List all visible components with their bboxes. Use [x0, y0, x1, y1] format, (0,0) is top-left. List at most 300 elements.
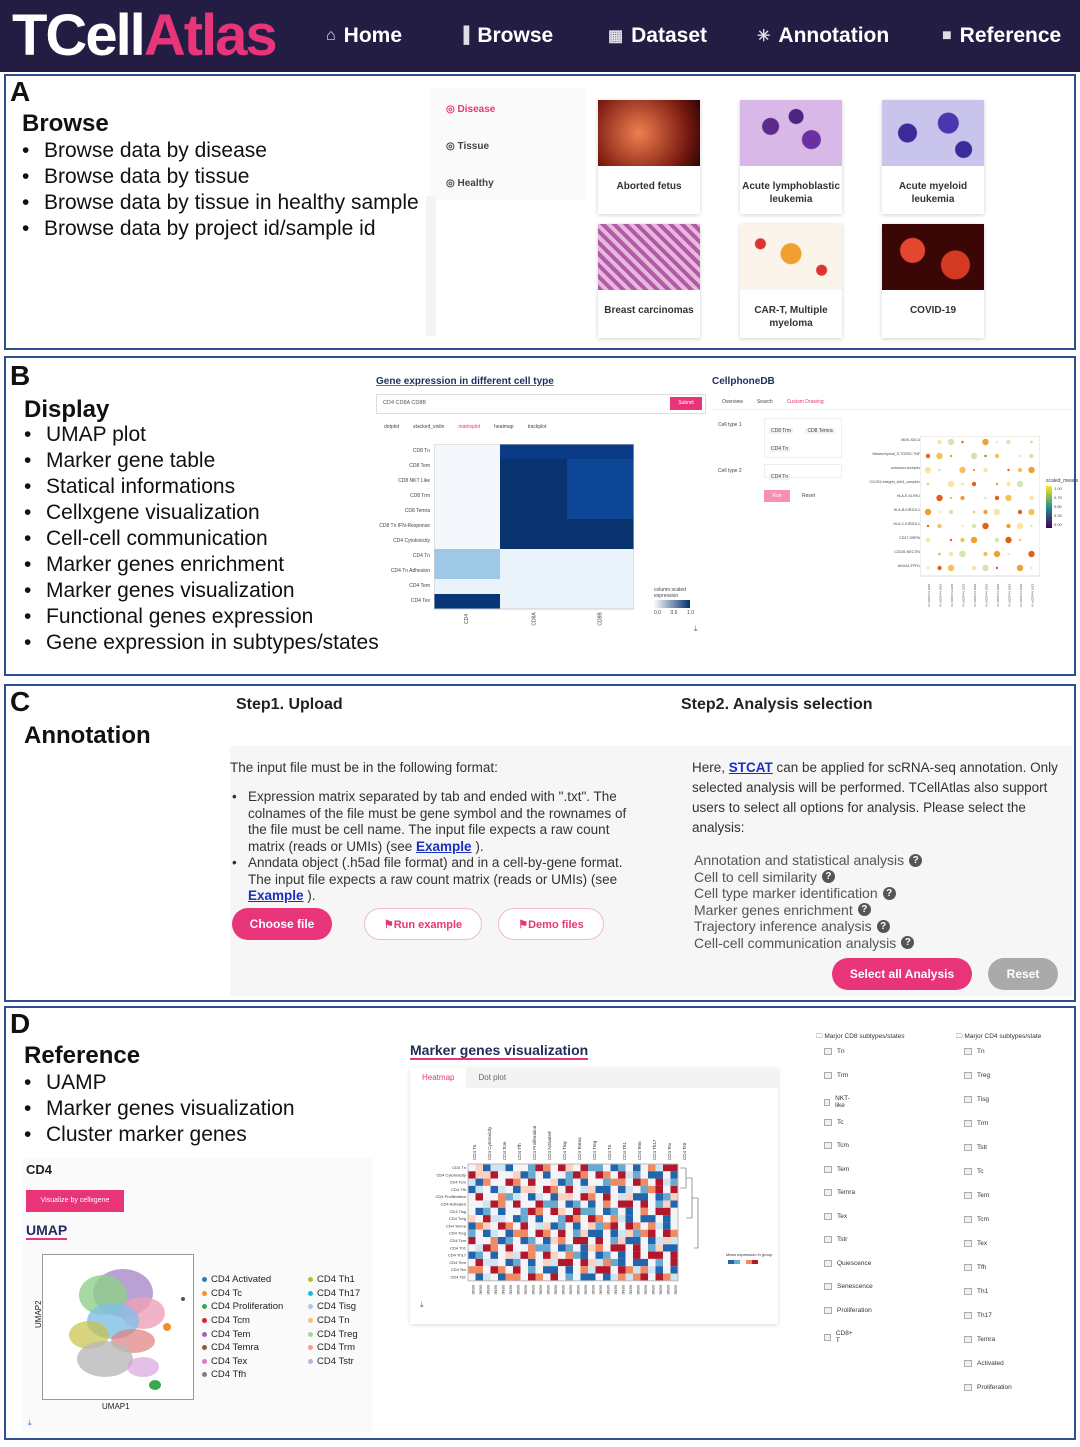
heatmap-cell — [498, 1252, 506, 1259]
heatmap-cell — [506, 1193, 514, 1200]
heatmap-row-label: CD4 Temra — [445, 1223, 466, 1229]
option-marker-identification[interactable]: Cell type marker identification ? — [694, 885, 922, 902]
help-icon[interactable]: ? — [877, 920, 890, 933]
cpdb-legend-bar — [1046, 486, 1052, 528]
run-example-button[interactable]: ⚑Run example — [364, 908, 482, 940]
tree-item[interactable]: Tex — [964, 1240, 987, 1247]
heatmap-cell — [618, 1201, 626, 1208]
reset-button[interactable]: Reset — [988, 958, 1058, 990]
nav-home[interactable]: ⌂ Home — [326, 24, 403, 47]
heatmap-cell — [483, 1164, 491, 1171]
heatmap-cell — [633, 1193, 641, 1200]
heatmap-cell — [603, 1252, 611, 1259]
heatmap-cell — [513, 1259, 521, 1266]
cpdb-dot — [1007, 469, 1009, 471]
cpdb-dot — [1029, 496, 1033, 500]
heatmap-cell — [656, 1201, 664, 1208]
example-link[interactable]: Example — [248, 888, 304, 903]
heatmap-cell — [671, 1244, 679, 1251]
tree-item[interactable]: Tem — [824, 1166, 849, 1173]
cell-type-2-select[interactable]: CD4 Tn — [764, 464, 842, 478]
heatmap-cell — [648, 1179, 656, 1186]
home-icon: ⌂ — [326, 27, 336, 44]
heatmap-cell — [663, 1193, 671, 1200]
nav-browse[interactable]: ▐ Browse — [458, 24, 554, 47]
tab-dot-plot[interactable]: Dot plot — [478, 1073, 507, 1082]
submit-button[interactable]: Submit — [670, 397, 702, 410]
heatmap-gene-label: GENE — [553, 1284, 558, 1295]
heatmap-cell — [611, 1237, 619, 1244]
tab-search[interactable]: Search — [756, 399, 773, 405]
cpdb-col-label: CD8 Trm|CD4 Tn — [1030, 584, 1035, 608]
heatmap-col-label: CD4 Tn — [607, 1144, 612, 1160]
heatmap-cell — [671, 1230, 679, 1237]
stcat-link[interactable]: STCAT — [728, 760, 773, 775]
heatmap-cell — [618, 1208, 626, 1215]
heatmap-gene-label: GENE — [621, 1284, 625, 1295]
heatmap-cell — [543, 1274, 551, 1281]
umap-plot — [42, 1254, 194, 1400]
tree-item[interactable]: Tn — [964, 1048, 985, 1055]
cpdb-dot — [1019, 539, 1021, 541]
option-annotation[interactable]: Annotation and statistical analysis ? — [694, 852, 922, 869]
heatmap-cell — [603, 1259, 611, 1266]
heatmap-cell — [558, 1274, 566, 1281]
heatmap-cell — [551, 1222, 559, 1229]
heatmap-cell — [468, 1186, 476, 1193]
cpdb-dot — [1028, 551, 1034, 557]
heatmap-cell — [506, 1208, 514, 1215]
heatmap-cell — [521, 1274, 529, 1281]
heatmap-cell — [483, 1222, 491, 1229]
heatmap-cell — [536, 1208, 544, 1215]
heatmap-cell — [581, 1237, 589, 1244]
heatmap-cell — [648, 1222, 656, 1229]
help-icon[interactable]: ? — [858, 903, 871, 916]
cpdb-dot — [995, 496, 999, 500]
heatmap-cell — [641, 1201, 649, 1208]
tree-item[interactable]: Senescence — [824, 1283, 873, 1290]
heatmap-cell — [626, 1237, 634, 1244]
heatmap-cell — [543, 1201, 551, 1208]
heatmap-cell — [663, 1259, 671, 1266]
monitor-icon: ■ — [942, 27, 952, 44]
tree-item[interactable]: Tcm — [964, 1216, 989, 1223]
heatmap-cell — [476, 1215, 484, 1222]
tree-item[interactable]: Th1 — [964, 1288, 988, 1295]
heatmap-cell — [603, 1186, 611, 1193]
heatmap-cell — [626, 1186, 634, 1193]
heatmap-cell — [528, 1274, 536, 1281]
heatmap-cell — [596, 1171, 604, 1178]
tree-item[interactable]: Tstr — [824, 1236, 847, 1243]
heatmap-cell — [618, 1230, 626, 1237]
heatmap-cell — [543, 1222, 551, 1229]
heatmap-cell — [536, 1171, 544, 1178]
tree-item[interactable]: Proliferation — [964, 1384, 1012, 1391]
panel-title: Display — [24, 396, 110, 423]
heatmap-cell — [581, 1186, 589, 1193]
heatmap-cell — [588, 1222, 596, 1229]
help-icon[interactable]: ? — [822, 870, 835, 883]
option-similarity[interactable]: Cell to cell similarity ? — [694, 869, 922, 886]
menu-tissue[interactable]: ◎ Tissue — [446, 141, 490, 152]
heatmap-cell — [656, 1171, 664, 1178]
heatmap-cell — [521, 1201, 529, 1208]
heatmap-cell — [581, 1244, 589, 1251]
heatmap-cell — [633, 1244, 641, 1251]
heatmap-cell — [648, 1230, 656, 1237]
nav-reference[interactable]: ■ Reference — [942, 24, 1062, 47]
heatmap-cell — [521, 1179, 529, 1186]
tree-item[interactable]: Treg — [964, 1072, 990, 1079]
heatmap-cell — [513, 1208, 521, 1215]
help-icon[interactable]: ? — [883, 887, 896, 900]
heatmap-cell — [573, 1237, 581, 1244]
top-navbar — [0, 0, 1080, 72]
cd4-heading: CD4 — [26, 1162, 53, 1177]
heatmap-cell — [633, 1201, 641, 1208]
heatmap-cell — [656, 1259, 664, 1266]
heatmap-cell — [491, 1259, 499, 1266]
heatmap-row-label: CD4 Cytotoxicity — [436, 1172, 466, 1178]
heatmap-cell — [671, 1237, 679, 1244]
heatmap-cell — [626, 1193, 634, 1200]
heatmap-cell — [656, 1244, 664, 1251]
heatmap-cell — [528, 1208, 536, 1215]
heatmap-cell — [603, 1244, 611, 1251]
heatmap-gene-label: GENE — [651, 1284, 655, 1295]
cpdb-col-label: CD8 Trm|CD4 Tn — [973, 584, 977, 608]
disease-card[interactable]: COVID-19 — [882, 224, 984, 338]
download-icon[interactable]: ⤓ — [420, 1300, 424, 1309]
cpdb-row-label: CD226-NECTIN — [894, 550, 920, 554]
tree-item[interactable]: Tc — [964, 1168, 984, 1175]
legend-item: CD4 Proliferation — [202, 1300, 283, 1314]
heatmap-gene-label: GENE — [666, 1284, 670, 1295]
heatmap-cell — [491, 1215, 499, 1222]
heatmap-cell — [536, 1201, 544, 1208]
cpdb-dot — [1019, 455, 1021, 457]
heatmap-cell — [596, 1266, 604, 1273]
heatmap-cell — [588, 1244, 596, 1251]
heatmap-cell — [468, 1179, 476, 1186]
cpdb-dot — [927, 567, 929, 569]
cpdb-dot — [938, 511, 940, 513]
heatmap-cell — [491, 1208, 499, 1215]
heatmap-cell — [498, 1237, 506, 1244]
analysis-intro: Here, STCAT can be applied for scRNA-seq annotation. Only selected analysis will be performed. TCellAtlas also support users to select all options for analysis. Please select the analysis: — [692, 760, 1058, 835]
tree-item[interactable]: Tfh — [964, 1264, 986, 1271]
upload-intro: The input file must be in the following format: — [230, 760, 498, 775]
cpdb-dot — [936, 453, 942, 459]
option-enrichment[interactable]: Marker genes enrichment ? — [694, 902, 922, 919]
cpdb-dot — [994, 509, 1000, 515]
tree-item[interactable]: CD8+ T — [824, 1330, 854, 1344]
nav-annotation[interactable]: ✳ Annotation — [757, 24, 890, 47]
cpdb-row-label: HLA-B-KIR2DL1 — [893, 508, 920, 512]
heatmap-cell — [656, 1230, 664, 1237]
tab-dotplot[interactable]: dotplot — [384, 424, 400, 430]
heatmap-cell — [543, 1179, 551, 1186]
menu-healthy[interactable]: ◎ Healthy — [446, 178, 494, 189]
tree-item[interactable]: NKT-like — [824, 1095, 852, 1109]
heatmap-cell — [498, 1171, 506, 1178]
heatmap-gene-label: GENE — [583, 1284, 588, 1295]
tree-item[interactable]: Tcm — [824, 1142, 849, 1149]
heatmap-cell — [588, 1252, 596, 1259]
heatmap-cell — [536, 1222, 544, 1229]
heatmap-cell — [596, 1222, 604, 1229]
tree-item[interactable]: Tc — [824, 1119, 844, 1126]
heat-legend-bar — [654, 600, 690, 608]
heatmap-cell — [543, 1252, 551, 1259]
heatmap-cell — [506, 1215, 514, 1222]
heatmap-cell — [596, 1179, 604, 1186]
umap-legend-2 — [308, 1273, 360, 1368]
heatmap-cell — [573, 1274, 581, 1281]
heatmap-cell — [611, 1244, 619, 1251]
cpdb-col-label: CD8 Trm|CD4 Tn — [1019, 584, 1023, 608]
heatmap-cell — [611, 1201, 619, 1208]
panel-reference — [4, 1006, 1076, 1440]
example-link[interactable]: Example — [416, 838, 472, 854]
heatmap-cell — [656, 1237, 664, 1244]
heatmap-cell — [543, 1244, 551, 1251]
tree-item[interactable]: Quiescence — [824, 1260, 871, 1267]
tree-item[interactable]: Tem — [964, 1192, 989, 1199]
nav-dataset[interactable]: ▦ Dataset — [608, 24, 707, 47]
heatmap-cell — [551, 1274, 559, 1281]
heatmap-col-label: CD4 Treg — [592, 1140, 597, 1160]
choose-file-button[interactable]: Choose file — [232, 908, 332, 940]
heatmap-cell — [558, 1201, 566, 1208]
heatmap-gene-label: GENE — [516, 1284, 520, 1295]
heatmap-cell — [588, 1193, 596, 1200]
heatmap-row-label: CD4 Tcm — [449, 1238, 466, 1243]
disease-card[interactable]: Aborted fetus — [598, 100, 700, 214]
option-communication[interactable]: Cell-cell communication analysis ? — [694, 935, 922, 952]
heatmap-cell — [663, 1208, 671, 1215]
heatmap-cell — [618, 1193, 626, 1200]
download-icon[interactable]: ⤓ — [28, 1418, 32, 1427]
demo-files-button[interactable]: ⚑Demo files — [498, 908, 604, 940]
heatmap-cell — [513, 1186, 521, 1193]
help-icon[interactable]: ? — [901, 936, 914, 949]
legend-item: CD4 Th1 — [308, 1273, 360, 1287]
disease-card[interactable]: Acute myeloid leukemia — [882, 100, 984, 214]
feature-list: • Browse data by disease • Browse data by tissue • Browse data by tissue in healthy sample • Browse data by project id/sample id — [22, 138, 419, 242]
heatmap-cell — [528, 1222, 536, 1229]
disease-card[interactable]: Acute lymphoblastic leukemia — [740, 100, 842, 214]
panel-title: Reference — [24, 1042, 141, 1069]
tab-stacked-violin[interactable]: stacked_violin — [413, 424, 445, 430]
heatmap-cell — [551, 1164, 559, 1171]
option-trajectory[interactable]: Trajectory inference analysis ? — [694, 918, 922, 935]
cell-type-1-select[interactable]: CD8 Trm CD8 Temra CD4 Tn — [764, 418, 842, 458]
tree-item[interactable]: Th17 — [964, 1312, 992, 1319]
tree-item[interactable]: Temra — [824, 1189, 855, 1196]
heatmap-cell — [498, 1274, 506, 1281]
heatmap-cell — [468, 1193, 476, 1200]
tab-trackplot[interactable]: trackplot — [527, 424, 547, 430]
tree-item[interactable]: Tex — [824, 1213, 847, 1220]
heatmap-cell — [663, 1201, 671, 1208]
heatmap-cell — [476, 1266, 484, 1273]
cpdb-dot — [960, 538, 964, 542]
cpdb-dot — [983, 552, 987, 556]
heatmap-cell — [603, 1274, 611, 1281]
tab-heatmap[interactable]: heatmap — [494, 424, 514, 430]
heatmap-cell — [468, 1164, 476, 1171]
tab-custom-drawing[interactable]: Custom Drawing — [786, 399, 824, 405]
cpdb-dot — [948, 481, 954, 487]
heatmap-cell — [558, 1215, 566, 1222]
heatmap-cell — [588, 1208, 596, 1215]
heatmap-cell — [468, 1266, 476, 1273]
heatmap-cell — [663, 1237, 671, 1244]
heatmap-cell — [513, 1179, 521, 1186]
heatmap-cell — [498, 1208, 506, 1215]
heatmap-cell — [671, 1171, 679, 1178]
heatmap-legend-swatch — [728, 1260, 734, 1264]
tab-matrixplot[interactable]: matrixplot — [458, 424, 481, 430]
heatmap-cell — [558, 1252, 566, 1259]
heatmap-cell — [611, 1222, 619, 1229]
heatmap-cell — [521, 1164, 529, 1171]
help-icon[interactable]: ? — [909, 854, 922, 867]
heatmap-cell — [671, 1215, 679, 1222]
heatmap-cell — [528, 1259, 536, 1266]
browse-menu — [430, 88, 586, 200]
heatmap-cell — [558, 1230, 566, 1237]
heatmap-cell — [476, 1237, 484, 1244]
heatmap-row-label: CD4 Tcm — [449, 1179, 466, 1185]
tree-item[interactable]: Trm — [964, 1120, 988, 1127]
heatmap-cell — [528, 1252, 536, 1259]
heatmap-col-label: CD4 Tstr — [682, 1142, 687, 1160]
heatmap-cell — [603, 1179, 611, 1186]
download-icon[interactable]: ⤓ — [694, 624, 698, 633]
heatmap-cell — [573, 1201, 581, 1208]
spinner-icon: ✳ — [757, 28, 771, 45]
tab-overview[interactable]: Overview — [722, 399, 743, 405]
tree-item[interactable]: Proliferation — [824, 1307, 872, 1314]
heatmap-cell — [558, 1193, 566, 1200]
heatmap-cell — [588, 1164, 596, 1171]
heatmap-cell — [633, 1186, 641, 1193]
cpdb-dot — [1005, 537, 1011, 543]
cellxgene-button[interactable]: Visualize by cellxgene — [26, 1190, 124, 1212]
feature-list: • UAMP • Marker genes visualization • Cluster marker genes — [24, 1070, 295, 1148]
cpdb-dot — [1006, 440, 1010, 444]
panel-letter: D — [10, 1008, 31, 1039]
legend-item: CD4 Tem — [202, 1327, 283, 1341]
heatmap-cell — [551, 1237, 559, 1244]
heatmap-cell — [581, 1201, 589, 1208]
cpdb-dot — [961, 441, 963, 443]
heatmap-gene-label: GENE — [568, 1284, 573, 1295]
heatmap-cell — [491, 1266, 499, 1273]
tree-item[interactable]: Tn — [824, 1048, 845, 1055]
disease-card[interactable]: CAR-T, Multiple myeloma — [740, 224, 842, 338]
heatmap-cell — [498, 1222, 506, 1229]
heatmap-legend-swatch — [746, 1260, 752, 1264]
heatmap-row-label: CD4 Tstr — [450, 1274, 466, 1280]
heatmap-cell — [528, 1164, 536, 1171]
reset-link[interactable]: Reset — [802, 493, 816, 499]
tab-heatmap[interactable]: Heatmap — [410, 1068, 466, 1088]
legend-item: CD4 Trm — [308, 1341, 360, 1355]
heatmap-row-label: CD4 Tisg — [449, 1208, 466, 1214]
heatmap-cell — [513, 1252, 521, 1259]
heatmap-cell — [498, 1193, 506, 1200]
heatmap-cell — [468, 1215, 476, 1222]
umap-scatter — [43, 1255, 193, 1399]
heatmap-cell — [468, 1237, 476, 1244]
cpdb-dot — [995, 454, 999, 458]
heatmap-cell — [663, 1222, 671, 1229]
heatmap-cell — [483, 1274, 491, 1281]
select-all-button[interactable]: Select all Analysis — [832, 958, 972, 990]
heatmap-cell — [611, 1164, 619, 1171]
heatmap-cell — [588, 1230, 596, 1237]
run-button[interactable]: Run — [764, 490, 790, 502]
heatmap-cell — [528, 1179, 536, 1186]
heatmap-cell — [476, 1208, 484, 1215]
cpdb-dot — [961, 483, 963, 485]
legend-item: CD4 Tc — [202, 1287, 283, 1301]
heatmap-cell — [581, 1164, 589, 1171]
heatmap-cell — [558, 1266, 566, 1273]
heatmap-cell — [551, 1193, 559, 1200]
tree-item[interactable]: Tisg — [964, 1096, 989, 1103]
heatmap-cell — [528, 1237, 536, 1244]
cpdb-dot — [925, 509, 931, 515]
heatmap-cell — [596, 1230, 604, 1237]
tree-item[interactable]: Tstr — [964, 1144, 987, 1151]
heatmap-cell — [491, 1230, 499, 1237]
heatmap-cell — [551, 1230, 559, 1237]
heatmap-cell — [581, 1215, 589, 1222]
heatmap-cell — [491, 1274, 499, 1281]
tree-item[interactable]: Trm — [824, 1072, 848, 1079]
heatmap-cell — [633, 1230, 641, 1237]
cpdb-row-label: HLA-E-KLRK1 — [896, 494, 920, 498]
cpdb-col-label: CD8 Trm|CD4 Tn — [984, 584, 989, 608]
cpdb-dot — [1028, 467, 1034, 473]
menu-disease[interactable]: ◎ Disease — [446, 104, 496, 115]
heatmap-cell — [663, 1252, 671, 1259]
tree-item[interactable]: Temra — [964, 1336, 995, 1343]
gene-input[interactable]: CD4 CD8A CD8B — [376, 394, 706, 414]
heatmap-gene-label: GENE — [606, 1284, 610, 1295]
logo[interactable]: TCellAtlas — [12, 3, 276, 68]
heatmap-cell — [603, 1193, 611, 1200]
heatmap-cell — [566, 1208, 574, 1215]
cpdb-dot — [926, 538, 930, 542]
tree-item[interactable]: Activated — [964, 1360, 1004, 1367]
heatmap-cell — [558, 1244, 566, 1251]
heatmap-cell — [641, 1244, 649, 1251]
heatmap-cell — [603, 1164, 611, 1171]
disease-card[interactable]: Breast carcinomas — [598, 224, 700, 338]
heatmap-cell — [558, 1222, 566, 1229]
panel-display: B Display • UMAP plot • Marker gene table • Statical informations • Cellxgene visualization • Cell-cell communication • Marker genes enrichment • Marker genes visualization • Functional genes expression • Gene expression in subtypes/states Gene expression in different cell type CD4 CD8A CD8B Submit dotplot stacked_violin matrixplot heatmap trackplot CD8 Tn CD8 Tem CD8 NKT Like CD8 Trm CD8 Temra CD8 Tn IFN-Response CD4 Cytotoxicity CD4 Tn CD4 Tn Adhesion CD4 Tem CD4 Tex CD4 CD8A CD8B column scaled expression 0.0 0.5 1.0 ⤓ CellphoneDB Overview Search Custom Drawing Cell type 1 CD8 Trm CD8 Temra CD4 Tn Cell type 2 CD4 Tn Run Reset MDK-SDC4 Mesenchymal_S-TGFB1-TNF unknown-receptor CXCR4-integrin_a4b1_complex HLA-E-KLRK1 HLA-B-KIR2DL1 HLA-C-KIR2DL1 CD47-SIRPA CD226-NECTIN ANXA1-FPR1 CD8 Trm|CD4 Tn CD8 Trm|CD4 Tn CD8 Trm|CD4 Tn CD8 Trm|CD4 Tn CD8 Trm|CD4 Tn CD8 Trm|CD4 Tn CD8 Trm|CD4 Tn CD8 Trm|CD4 Tn CD8 Trm|CD4 Tn CD8 Trm|CD4 Tn scaled_means 1.00 0.75 0.50 0.25 0.00 — [4, 356, 1076, 676]
heatmap-cell — [641, 1208, 649, 1215]
heatmap-cell — [656, 1274, 664, 1281]
cpdb-dot — [1017, 523, 1023, 529]
